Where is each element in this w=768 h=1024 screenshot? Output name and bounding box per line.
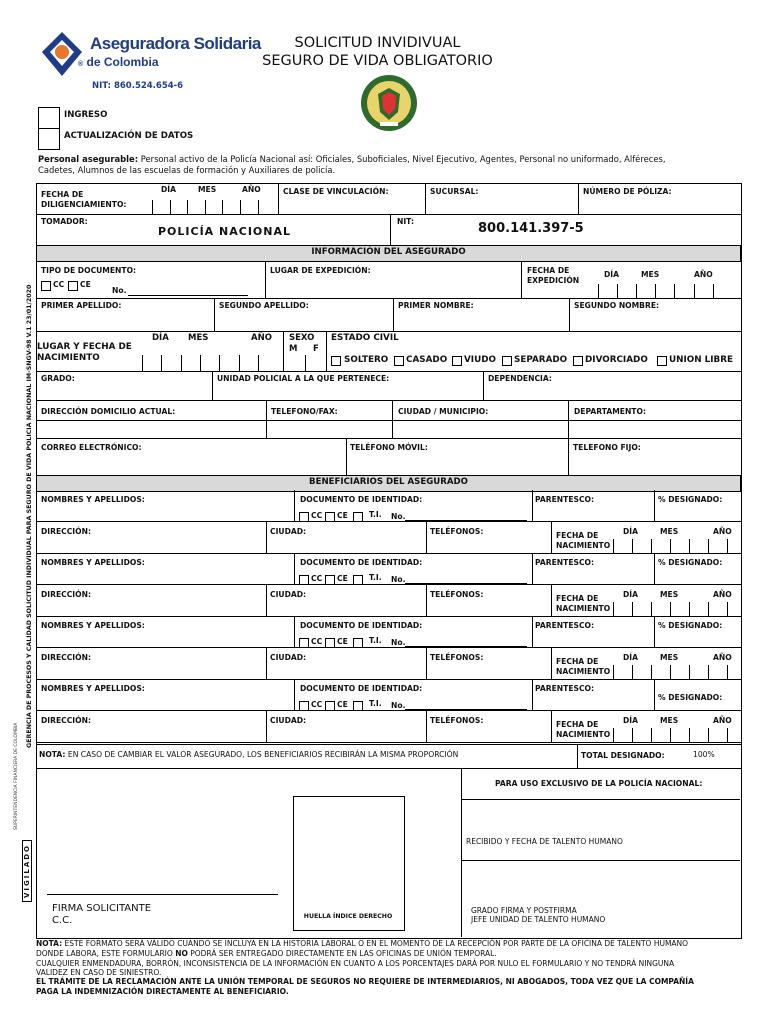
- union-libre-checkbox[interactable]: [657, 356, 667, 366]
- benef-cc-label: CC: [311, 511, 323, 520]
- brand-subname: ® de Colombia: [78, 55, 159, 69]
- viudo-label: VIUDO: [464, 355, 497, 365]
- benef-designado-label: % DESIGNADO:: [658, 495, 723, 504]
- soltero-label: SOLTERO: [344, 355, 389, 365]
- benef-nombres-label: NOMBRES Y APELLIDOS:: [41, 495, 145, 504]
- benef-nombres-label: NOMBRES Y APELLIDOS:: [41, 558, 145, 567]
- benef-telefonos-label: TELÉFONOS:: [430, 527, 484, 536]
- form-title-line1: SOLICITUD INVIDIVUAL: [294, 35, 461, 51]
- nota-row-text: EN CASO DE CAMBIAR EL VALOR ASEGURADO, LOS BENEFICIARIOS RECIBIRÁN LA MISMA PROPORCIÓN: [67, 750, 459, 759]
- benef-ce-checkbox[interactable]: [325, 701, 335, 711]
- firma-cc-label: C.C.: [52, 915, 73, 926]
- benef-ti-label: T.I.: [369, 510, 382, 519]
- benef-ano-label: AÑO: [713, 590, 732, 599]
- benef-dia-label: DÍA: [623, 653, 639, 662]
- benef-no-label: No.: [391, 575, 406, 584]
- benef-col: [532, 490, 533, 521]
- form-title: [240, 34, 515, 70]
- benef-col: [294, 553, 295, 584]
- benef-date-tick: [727, 539, 728, 553]
- company-nit: NIT: 860.524.654-6: [92, 81, 184, 91]
- exp-mes-label: MES: [641, 270, 660, 279]
- side-vertical-text: GERENCIA DE PROCESOS Y CALIDAD SOLICITUD INDIVIDUAL PARA SEGURO DE VIDA POLICIA NACIONAL IM-SNGV-98 V.1 23/01/2020: [26, 284, 33, 748]
- personal-text: Personal activo de la Policía Nacional así: Oficiales, Suboficiales, Nivel Ejecutivo, Agentes, Personal no uniformado, Alféreces,: [140, 154, 666, 164]
- benef-divider: [36, 616, 741, 617]
- benef-col: [551, 647, 552, 679]
- benef-doc-line[interactable]: [405, 583, 527, 584]
- benef-col: [266, 521, 267, 553]
- personal-label: Personal asegurable:: [38, 154, 139, 164]
- benef-no-label: No.: [391, 701, 406, 710]
- benef-date-tick: [632, 665, 633, 679]
- benef-documento-label: DOCUMENTO DE IDENTIDAD:: [300, 621, 423, 630]
- exp-dia-label: DÍA: [604, 270, 620, 279]
- benef-ciudad-label: CIUDAD:: [270, 590, 307, 599]
- benef-mes-label: MES: [660, 590, 679, 599]
- benef-divider: [36, 710, 741, 711]
- benef-designado-label: % DESIGNADO:: [658, 621, 723, 630]
- benef-date-tick: [632, 539, 633, 553]
- benef-ce-label: CE: [337, 574, 348, 583]
- dependencia-label: DEPENDENCIA:: [488, 374, 552, 383]
- nit-label: NIT:: [397, 217, 414, 226]
- benef-fecha-nac-label: FECHA DE NACIMIENTO: [556, 720, 611, 739]
- benef-ti-checkbox[interactable]: [353, 638, 363, 648]
- benef-col: [654, 553, 655, 584]
- benef-ano-label: AÑO: [713, 527, 732, 536]
- benef-col: [294, 679, 295, 710]
- benef-date-tick: [727, 602, 728, 616]
- benef-direccion-label: DIRECCIÓN:: [41, 653, 91, 662]
- huella-box[interactable]: [293, 796, 405, 931]
- benef-parentesco-label: PARENTESCO:: [535, 558, 595, 567]
- benef-date-tick: [727, 728, 728, 742]
- benef-mes-label: MES: [660, 716, 679, 725]
- soltero-checkbox[interactable]: [331, 356, 341, 366]
- benef-ti-label: T.I.: [369, 573, 382, 582]
- superintendencia-text: SUPERINTENDENCIA FINANCIERA DE COLOMBIA: [14, 722, 19, 830]
- benef-ti-label: T.I.: [369, 636, 382, 645]
- benef-date-tick: [689, 665, 690, 679]
- benef-date-tick: [670, 728, 671, 742]
- exp-ano-label: AÑO: [694, 270, 713, 279]
- departamento-label: DEPARTAMENTO:: [574, 407, 646, 416]
- nac-dia-label: DÍA: [152, 333, 169, 343]
- footer-note-1: [36, 940, 688, 949]
- footer-nota-1-text: ESTE FORMATO SERÁ VÁLIDO CUANDO SE INCLUYA EN LA HISTORIA LABORAL O EN EL MOMENTO DE LA RECEPCIÓN POR PARTE DE LA OFICINA DE TALENTO HUMANO: [64, 939, 689, 948]
- recibido-label: RECIBIDO Y FECHA DE TALENTO HUMANO: [466, 837, 623, 846]
- fijo-label: TELEFONO FIJO:: [573, 443, 641, 452]
- benef-doc-line[interactable]: [405, 520, 527, 521]
- benef-col: [266, 710, 267, 742]
- benef-date-tick: [670, 539, 671, 553]
- footer-nota-2a: DONDE LABORA, ESTE FORMULARIO: [36, 949, 173, 958]
- casado-label: CASADO: [406, 355, 448, 365]
- benef-nombres-label: NOMBRES Y APELLIDOS:: [41, 621, 145, 630]
- estado-civil-label: ESTADO CIVIL: [331, 333, 399, 343]
- separado-checkbox[interactable]: [502, 356, 512, 366]
- jefe-label: JEFE UNIDAD DE TALENTO HUMANO: [471, 915, 606, 924]
- benef-date-tick: [670, 665, 671, 679]
- benef-documento-label: DOCUMENTO DE IDENTIDAD:: [300, 495, 423, 504]
- benef-ti-label: T.I.: [369, 699, 382, 708]
- benef-col: [426, 647, 427, 679]
- fecha-diligenciamiento-label: FECHA DE DILIGENCIAMIENTO:: [41, 190, 127, 209]
- benef-fecha-nac-label: FECHA DE NACIMIENTO: [556, 657, 611, 676]
- huella-label: HUELLA ÍNDICE DERECHO: [303, 913, 393, 920]
- total-designado-value: 100%: [693, 750, 715, 759]
- nit-value: 800.141.397-5: [478, 221, 584, 236]
- benef-date-tick: [651, 665, 652, 679]
- primer-nombre-label: PRIMER NOMBRE:: [398, 301, 474, 310]
- brand-name: Aseguradora Solidaria: [90, 34, 261, 53]
- cc-label: CC: [53, 280, 65, 289]
- benef-date-tick: [708, 728, 709, 742]
- benef-no-label: No.: [391, 512, 406, 521]
- benef-col: [426, 710, 427, 742]
- divorciado-checkbox[interactable]: [573, 356, 583, 366]
- benef-cc-label: CC: [311, 637, 323, 646]
- benef-mes-label: MES: [660, 527, 679, 536]
- benef-divider: [36, 647, 741, 648]
- footer-note-2: [36, 950, 497, 959]
- form-title-line2: SEGURO DE VIDA OBLIGATORIO: [262, 53, 493, 69]
- ingreso-checkbox[interactable]: [38, 107, 60, 129]
- divorciado-label: DIVORCIADO: [585, 355, 648, 365]
- benef-ciudad-label: CIUDAD:: [270, 527, 307, 536]
- benef-ce-label: CE: [337, 700, 348, 709]
- benef-date-tick: [689, 728, 690, 742]
- benef-dia-label: DÍA: [623, 716, 639, 725]
- clase-vinculacion-label: CLASE DE VINCULACIÓN:: [283, 187, 389, 196]
- benef-mes-label: MES: [660, 653, 679, 662]
- benef-col: [426, 521, 427, 553]
- footer-nota-2c: PODRÁ SER ENTREGADO DIRECTAMENTE EN LAS OFICINAS DE UNIÓN TEMPORAL.: [190, 949, 497, 958]
- doc-number-line[interactable]: [128, 295, 248, 296]
- tomador-value: POLICÍA NACIONAL: [158, 225, 291, 238]
- benef-divider: [36, 521, 741, 522]
- benef-col: [294, 490, 295, 521]
- grado-firma-label: GRADO FIRMA Y POSTFIRMA: [471, 906, 577, 915]
- nac-ano-label: AÑO: [251, 333, 272, 343]
- benef-date-tick: [651, 602, 652, 616]
- footer-note-3: CUALQUIER ENMENDADURA, BORRÓN, INCONSISTENCIA DE LA INFORMACIÓN EN CUANTO A LOS PORCENTAJES DARÁ POR NULO EL FORMULARIO Y NO TENDRÁ NINGUNA: [36, 959, 675, 968]
- benef-date-tick: [613, 539, 614, 553]
- ingreso-label: INGRESO: [64, 110, 108, 120]
- police-crest: [360, 74, 418, 132]
- unidad-label: UNIDAD POLICIAL A LA QUE PERTENECE:: [217, 374, 390, 383]
- benef-date-tick: [613, 728, 614, 742]
- benef-cc-label: CC: [311, 574, 323, 583]
- lugar-nacimiento-label: LUGAR Y FECHA DE NACIMIENTO: [37, 342, 132, 363]
- actualizacion-checkbox[interactable]: [38, 128, 60, 150]
- tipo-documento-label: TIPO DE DOCUMENTO:: [41, 266, 137, 275]
- correo-label: CORREO ELECTRÓNICO:: [41, 443, 142, 452]
- benef-col: [551, 521, 552, 553]
- firma-solicitante-label: FIRMA SOLICITANTE: [52, 903, 152, 914]
- asegurado-section-header: INFORMACIÓN DEL ASEGURADO: [36, 245, 741, 262]
- benef-divider: [36, 679, 741, 680]
- benef-cc-checkbox[interactable]: [299, 575, 309, 585]
- benef-col: [532, 553, 533, 584]
- total-designado-label: TOTAL DESIGNADO:: [581, 751, 665, 760]
- benef-ciudad-label: CIUDAD:: [270, 716, 307, 725]
- benef-col: [266, 647, 267, 679]
- benef-date-tick: [632, 602, 633, 616]
- benef-telefonos-label: TELÉFONOS:: [430, 716, 484, 725]
- benef-ciudad-label: CIUDAD:: [270, 653, 307, 662]
- benef-col: [654, 679, 655, 710]
- primer-apellido-label: PRIMER APELLIDO:: [41, 301, 122, 310]
- segundo-nombre-label: SEGUNDO NOMBRE:: [574, 301, 660, 310]
- benef-col: [551, 584, 552, 616]
- sexo-f-label: F: [313, 344, 319, 354]
- firma-line[interactable]: [47, 894, 278, 895]
- sexo-label: SEXO: [289, 333, 315, 343]
- benef-ti-checkbox[interactable]: [353, 701, 363, 711]
- benef-nombres-label: NOMBRES Y APELLIDOS:: [41, 684, 145, 693]
- benef-dia-label: DÍA: [623, 527, 639, 536]
- cc-checkbox[interactable]: [41, 281, 51, 291]
- nac-mes-label: MES: [188, 333, 209, 343]
- benef-date-tick: [651, 728, 652, 742]
- benef-designado-label: % DESIGNADO:: [658, 558, 723, 567]
- uso-exclusivo-label: PARA USO EXCLUSIVO DE LA POLICÍA NACIONAL:: [495, 779, 703, 788]
- actualizacion-label: ACTUALIZACIÓN DE DATOS: [64, 131, 194, 141]
- benef-documento-label: DOCUMENTO DE IDENTIDAD:: [300, 684, 423, 693]
- direccion-label: DIRECCIÓN DOMICILIO ACTUAL:: [41, 407, 176, 416]
- personal-asegurable-2: Cadetes, Alumnos de las escuelas de formación y Auxiliares de policía.: [38, 165, 336, 175]
- benef-documento-label: DOCUMENTO DE IDENTIDAD:: [300, 558, 423, 567]
- beneficiarios-section-header: BENEFICIARIOS DEL ASEGURADO: [36, 475, 741, 492]
- brand-subname-text: de Colombia: [86, 55, 159, 69]
- benef-doc-line[interactable]: [405, 709, 527, 710]
- benef-col: [266, 584, 267, 616]
- footer-nota-label: NOTA:: [36, 939, 63, 948]
- benef-ti-checkbox[interactable]: [353, 512, 363, 522]
- fecha-dia-label: DÍA: [161, 185, 177, 194]
- benef-doc-line[interactable]: [405, 646, 527, 647]
- poliza-label: NÚMERO DE PÓLIZA:: [583, 187, 672, 196]
- benef-col: [532, 616, 533, 647]
- benef-date-tick: [670, 602, 671, 616]
- no-label: No.: [112, 286, 127, 295]
- ce-checkbox[interactable]: [68, 281, 78, 291]
- casado-checkbox[interactable]: [394, 356, 404, 366]
- benef-date-tick: [613, 665, 614, 679]
- ce-label: CE: [80, 280, 91, 289]
- benef-divider: [36, 553, 741, 554]
- fecha-mes-label: MES: [198, 185, 217, 194]
- benef-divider: [36, 742, 741, 743]
- benef-col: [551, 710, 552, 742]
- benef-cc-checkbox[interactable]: [299, 701, 309, 711]
- benef-ti-checkbox[interactable]: [353, 575, 363, 585]
- benef-date-tick: [613, 602, 614, 616]
- benef-telefonos-label: TELÉFONOS:: [430, 590, 484, 599]
- fecha-expedicion-label: FECHA DE EXPEDICIÓN: [527, 266, 580, 285]
- benef-date-tick: [632, 728, 633, 742]
- benef-date-tick: [708, 539, 709, 553]
- benef-ce-checkbox[interactable]: [325, 512, 335, 522]
- union-libre-label: UNION LIBRE: [669, 355, 734, 365]
- benef-telefonos-label: TELÉFONOS:: [430, 653, 484, 662]
- lugar-expedicion-label: LUGAR DE EXPEDICIÓN:: [270, 266, 371, 275]
- benef-date-tick: [708, 665, 709, 679]
- benef-col: [532, 679, 533, 710]
- movil-label: TELÉFONO MÓVIL:: [350, 443, 428, 452]
- logo-mark-icon: [38, 30, 86, 78]
- benef-ce-label: CE: [337, 637, 348, 646]
- fecha-ano-label: AÑO: [242, 185, 261, 194]
- sexo-m-label: M: [289, 344, 298, 354]
- benef-col: [654, 490, 655, 521]
- grado-label: GRADO:: [41, 374, 75, 383]
- viudo-checkbox[interactable]: [452, 356, 462, 366]
- benef-fecha-nac-label: FECHA DE NACIMIENTO: [556, 594, 611, 613]
- benef-cc-label: CC: [311, 700, 323, 709]
- benef-cc-checkbox[interactable]: [299, 638, 309, 648]
- tomador-label: TOMADOR:: [41, 217, 88, 226]
- benef-ano-label: AÑO: [713, 716, 732, 725]
- benef-no-label: No.: [391, 638, 406, 647]
- separado-label: SEPARADO: [514, 355, 568, 365]
- benef-parentesco-label: PARENTESCO:: [535, 621, 595, 630]
- benef-dia-label: DÍA: [623, 590, 639, 599]
- footer-nota-2b: NO: [175, 949, 188, 958]
- benef-direccion-label: DIRECCIÓN:: [41, 716, 91, 725]
- telefono-fax-label: TELEFONO/FAX:: [271, 407, 338, 416]
- benef-date-tick: [689, 539, 690, 553]
- benef-ano-label: AÑO: [713, 653, 732, 662]
- footer-bold-2: PAGA LA INDEMNIZACIÓN DIRECTAMENTE AL BENEFICIARIO.: [36, 987, 289, 996]
- benef-col: [294, 616, 295, 647]
- benef-divider: [36, 584, 741, 585]
- benef-parentesco-label: PARENTESCO:: [535, 495, 595, 504]
- footer-note-4: VALIDEZ EN CASO DE SINIESTRO.: [36, 968, 162, 977]
- benef-ce-checkbox[interactable]: [325, 575, 335, 585]
- benef-parentesco-label: PARENTESCO:: [535, 684, 595, 693]
- sucursal-label: SUCURSAL:: [430, 187, 479, 196]
- benef-cc-checkbox[interactable]: [299, 512, 309, 522]
- footer-bold-1: EL TRÁMITE DE LA RECLAMACIÓN ANTE LA UNIÓN TEMPORAL DE SEGUROS NO REQUIERE DE INTERMEDIARIOS, NI ABOGADOS, TODA VEZ QUE LA COMPAÑÍA: [36, 977, 694, 986]
- benef-date-tick: [651, 539, 652, 553]
- benef-ce-label: CE: [337, 511, 348, 520]
- benef-date-tick: [689, 602, 690, 616]
- nota-row-label: NOTA:: [39, 750, 66, 759]
- benef-ce-checkbox[interactable]: [325, 638, 335, 648]
- police-crest-icon: [360, 74, 418, 132]
- benef-date-tick: [708, 602, 709, 616]
- benef-designado-label: % DESIGNADO:: [658, 693, 723, 702]
- segundo-apellido-label: SEGUNDO APELLIDO:: [219, 301, 309, 310]
- benef-col: [654, 616, 655, 647]
- company-logo: [38, 30, 86, 78]
- personal-asegurable: [38, 155, 666, 165]
- benef-date-tick: [727, 665, 728, 679]
- benef-fecha-nac-label: FECHA DE NACIMIENTO: [556, 531, 611, 550]
- ciudad-municipio-label: CIUDAD / MUNICIPIO:: [398, 407, 489, 416]
- benef-direccion-label: DIRECCIÓN:: [41, 590, 91, 599]
- nota-row: [39, 751, 458, 760]
- benef-col: [426, 584, 427, 616]
- vigilado-text: VIGILADO: [22, 840, 32, 902]
- benef-direccion-label: DIRECCIÓN:: [41, 527, 91, 536]
